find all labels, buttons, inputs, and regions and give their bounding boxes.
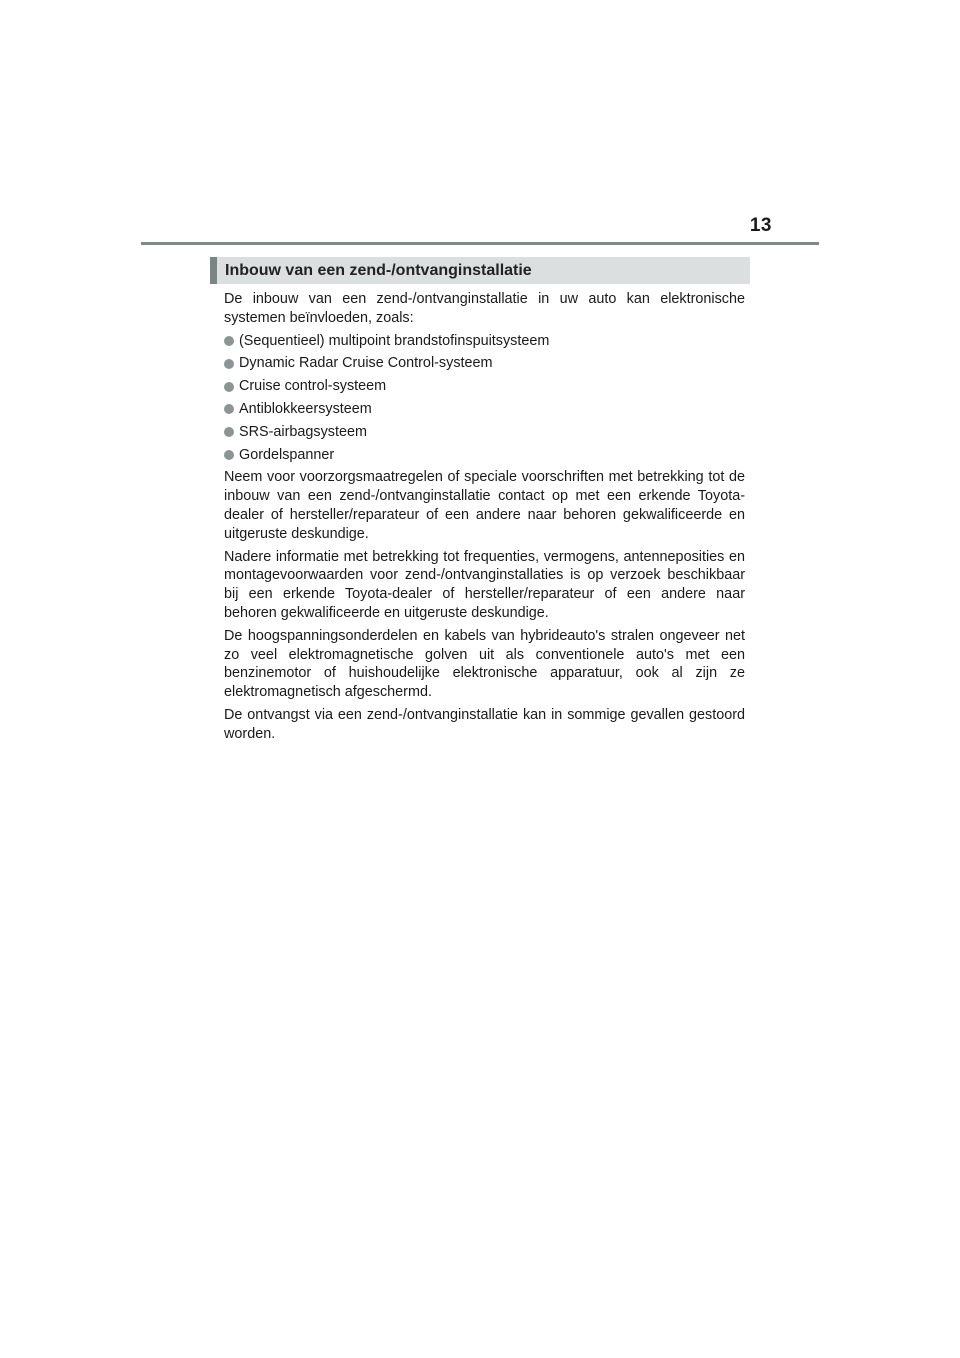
list-item-text: Cruise control-systeem <box>239 378 387 395</box>
bullet-icon <box>224 404 234 414</box>
page-number: 13 <box>749 215 772 236</box>
list-item <box>224 446 745 465</box>
bullet-icon <box>224 359 234 369</box>
list-item <box>224 332 745 351</box>
header-rule <box>141 242 819 245</box>
list-item <box>224 423 745 442</box>
section-title: Inbouw van een zend-/ontvanginstallatie <box>210 257 750 284</box>
body-paragraph: De ontvangst via een zend-/ontvanginstallatie kan in sommige gevallen gestoord worden. <box>224 706 745 742</box>
list-item-text: SRS-airbagsysteem <box>239 423 367 440</box>
bullet-icon <box>224 382 234 392</box>
bullet-icon <box>224 427 234 437</box>
body-paragraph: Nadere informatie met betrekking tot frequenties, vermogens, antenneposities en montagevoorwaarden voor zend-/ontvanginstallaties is op verzoek beschikbaar bij een erkende Toyota-dealer of hersteller/reparateur of een andere naar behoren gekwalificeerde en uitgeruste deskundige. <box>224 548 745 621</box>
list-item-text: Antiblokkeersysteem <box>239 400 372 417</box>
list-item <box>224 354 745 373</box>
section-content <box>224 290 745 748</box>
list-item <box>224 400 745 419</box>
intro-paragraph: De inbouw van een zend-/ontvanginstallatie in uw auto kan elektronische systemen beïnvloeden, zoals: <box>224 291 745 326</box>
body-paragraph: De hoogspanningsonderdelen en kabels van hybrideauto's stralen ongeveer net zo veel elektromagnetische golven uit als conventionele auto's met een benzinemotor of huishoudelijke elektronische apparatuur, ook al zijn ze elektromagnetisch afgeschermd. <box>224 627 745 701</box>
bullet-icon <box>224 336 234 346</box>
body-paragraph: Neem voor voorzorgsmaatregelen of speciale voorschriften met betrekking tot de inbouw van een zend-/ontvanginstallatie contact op met een erkende Toyota-dealer of hersteller/reparateur of een andere naar behoren gekwalificeerde en uitgeruste deskundige. <box>224 469 745 542</box>
affected-systems-list <box>224 332 745 465</box>
list-item-text: Dynamic Radar Cruise Control-systeem <box>239 355 493 372</box>
list-item-text: Gordelspanner <box>239 446 335 463</box>
bullet-icon <box>224 450 234 460</box>
list-item-text: (Sequentieel) multipoint brandstofinspuitsysteem <box>239 332 550 349</box>
list-item <box>224 377 745 396</box>
